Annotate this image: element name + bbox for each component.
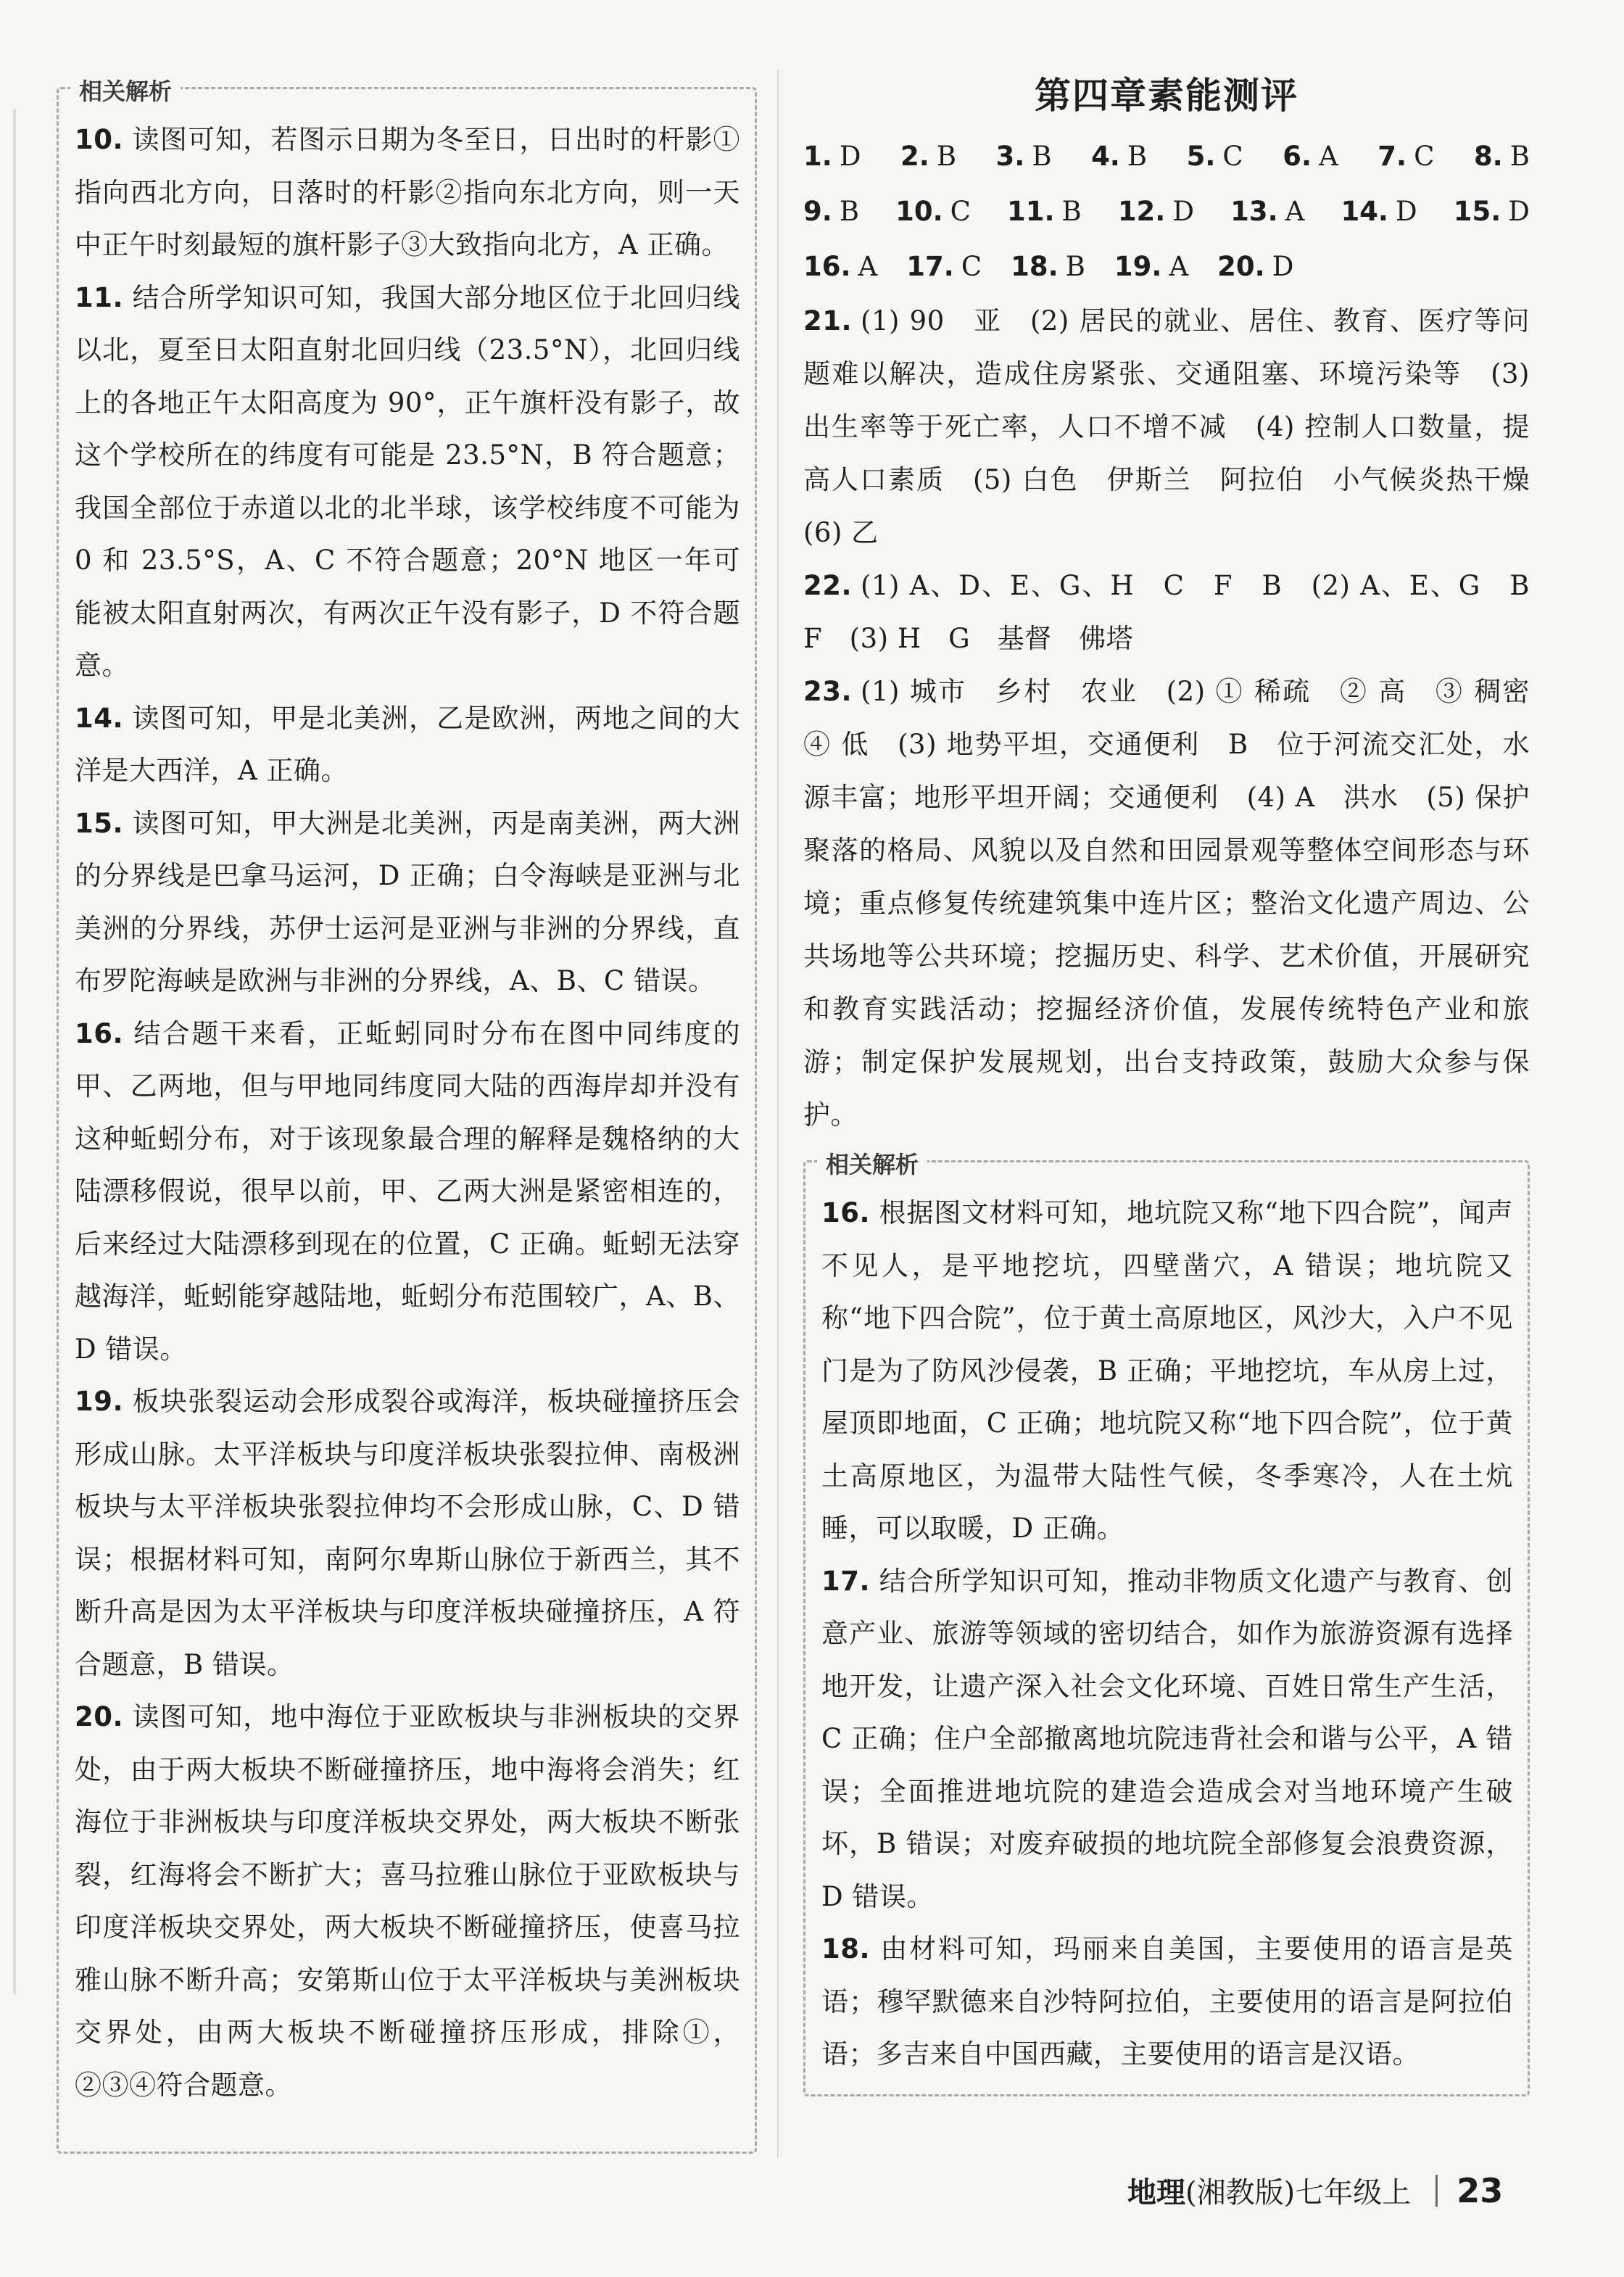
answer-choice: D bbox=[839, 141, 861, 172]
answer-key-item bbox=[1091, 129, 1147, 184]
question-number: 4. bbox=[1091, 141, 1120, 172]
explanation-item bbox=[803, 559, 1557, 665]
explanation-item bbox=[803, 294, 1557, 559]
question-number: 1. bbox=[803, 141, 832, 172]
question-number: 21. bbox=[803, 305, 853, 336]
answer-choice: D bbox=[1172, 196, 1195, 227]
long-answers bbox=[803, 294, 1557, 1141]
explanation-text: 由材料可知，玛丽来自美国，主要使用的语言是英语；穆罕默德来自沙特阿拉伯，主要使用的语言是阿拉伯语；多吉来自中国西藏，主要使用的语言是汉语。 bbox=[821, 1933, 1513, 2070]
chapter-title: 第四章素能测评 bbox=[1035, 74, 1298, 117]
question-number: 9. bbox=[803, 196, 832, 227]
answer-choice: D bbox=[1395, 196, 1417, 227]
question-number: 11. bbox=[75, 281, 124, 313]
answer-choice: C bbox=[1222, 141, 1243, 172]
question-number: 20. bbox=[1217, 251, 1265, 282]
answer-key-item bbox=[803, 239, 877, 294]
answer-key-row-2 bbox=[803, 184, 1530, 239]
question-number: 15. bbox=[1453, 196, 1501, 227]
question-number: 14. bbox=[75, 702, 124, 734]
question-number: 12. bbox=[1117, 196, 1166, 227]
answer-key-item bbox=[803, 184, 859, 239]
answer-key-item bbox=[996, 129, 1052, 184]
answer-key-item bbox=[900, 129, 956, 184]
answer-choice: C bbox=[961, 251, 982, 282]
answer-key-item bbox=[906, 239, 982, 294]
answer-key-item bbox=[1114, 239, 1188, 294]
answer-choice: C bbox=[1414, 141, 1435, 172]
explanation-text: 板块张裂运动会形成裂谷或海洋，板块碰撞挤压会形成山脉。太平洋板块与印度洋板块张裂拉伸、南极洲板块与太平洋板块张裂拉伸均不会形成山脉，C、D 错误；根据材料可知，南阿尔卑斯山脉位于新西兰，其不断升高是因为太平洋板块与印度洋板块碰撞挤压，A 符合题意，B 错误。 bbox=[75, 1386, 740, 1680]
explanation-item bbox=[75, 272, 740, 693]
answer-key-item bbox=[1283, 129, 1338, 184]
answer-choice: B bbox=[1032, 141, 1052, 172]
answer-key-item bbox=[1474, 129, 1530, 184]
answer-key-row-1 bbox=[803, 129, 1530, 184]
question-number: 10. bbox=[75, 124, 124, 155]
question-number: 5. bbox=[1186, 141, 1216, 172]
answer-choice: D bbox=[1508, 196, 1530, 227]
right-column bbox=[803, 73, 1557, 2096]
explanation-text: 结合题干来看，正蚯蚓同时分布在图中同纬度的甲、乙两地，但与甲地同纬度同大陆的西海岸却并没有这种蚯蚓分布，对于该现象最合理的解释是魏格纳的大陆漂移假说，很早以前，甲、乙两大洲是紧密相连的，后来经过大陆漂移到现在的位置，C 正确。蚯蚓无法穿越海洋，蚯蚓能穿越陆地，蚯蚓分布范围较广，A、B、D 错误。 bbox=[75, 1017, 740, 1365]
question-number: 7. bbox=[1378, 141, 1407, 172]
answer-choice: D bbox=[1272, 251, 1294, 282]
explanation-item bbox=[75, 1691, 740, 2112]
explanation-text: (1) 城市 乡村 农业 (2) ① 稀疏 ② 高 ③ 稠密 ④ 低 (3) 地势平坦，交通便利 B 位于河流交汇处，水源丰富；地形平坦开阔；交通便利 (4) A 洪水 (5) 保护聚落的格局、风貌以及自然和田园景观等整体空间形态与环境；重点修复传统建筑集中连片区；整治文化遗产周边、公共场地等公共环境；挖掘历史、科学、艺术价值，开展研究和教育实践活动；挖掘经济价值，发展传统特色产业和旅游；制定保护发展规划，出台支持政策，鼓励大众参与保护。 bbox=[803, 676, 1557, 1131]
question-number: 18. bbox=[1011, 251, 1058, 282]
question-number: 20. bbox=[75, 1701, 124, 1732]
explanation-item bbox=[821, 1187, 1513, 1555]
answer-choice: A bbox=[1169, 251, 1189, 282]
page-edge-shadow bbox=[13, 109, 16, 1994]
question-number: 11. bbox=[1007, 196, 1055, 227]
question-number: 13. bbox=[1230, 196, 1278, 227]
left-column bbox=[57, 78, 757, 2154]
question-number: 15. bbox=[75, 807, 124, 839]
answer-choice: B bbox=[839, 196, 860, 227]
analysis-box-left bbox=[57, 78, 757, 2154]
analysis-box-right bbox=[803, 1151, 1530, 2096]
explanation-text: 读图可知，甲大洲是北美洲，丙是南美洲，两大洲的分界线是巴拿马运河，D 正确；白令海峡是亚洲与北美洲的分界线，苏伊士运河是亚洲与非洲的分界线，直布罗陀海峡是欧洲与非洲的分界线，A、B、C 错误。 bbox=[75, 807, 740, 996]
page-footer bbox=[1127, 2170, 1562, 2211]
answer-key-item bbox=[895, 184, 971, 239]
answer-choice: B bbox=[1065, 251, 1085, 282]
answer-key-item bbox=[803, 129, 861, 184]
analysis-label: 相关解析 bbox=[817, 1146, 927, 1180]
answer-choice: B bbox=[936, 141, 957, 172]
question-number: 6. bbox=[1283, 141, 1312, 172]
answer-key-item bbox=[1230, 184, 1304, 239]
answer-choice: B bbox=[1061, 196, 1082, 227]
explanation-text: 读图可知，若图示日期为冬至日，日出时的杆影①指向西北方向，日落时的杆影②指向东北方向，则一天中正午时刻最短的旗杆影子③大致指向北方，A 正确。 bbox=[75, 124, 740, 260]
question-number: 19. bbox=[75, 1386, 124, 1417]
explanation-item bbox=[75, 693, 740, 798]
explanation-item bbox=[75, 1376, 740, 1691]
footer-edition: (湘教版)七年级上 bbox=[1185, 2176, 1412, 2210]
analysis-label: 相关解析 bbox=[70, 73, 181, 107]
question-number: 19. bbox=[1114, 251, 1162, 282]
explanation-text: 结合所学知识可知，推动非物质文化遗产与教育、创意产业、旅游等领域的密切结合，如作为旅游资源有选择地开发，让遗产深入社会文化环境、百姓日常生产生活，C 正确；住户全部撤离地坑院违背社会和谐与公平，A 错误；全面推进地坑院的建造会造成会对当地环境产生破坏，B 错误；对废弃破损的地坑院全部修复会浪费资源，D 错误。 bbox=[821, 1565, 1513, 1912]
answer-choice: C bbox=[950, 196, 971, 227]
explanation-item bbox=[821, 1923, 1513, 2081]
explanation-text: 读图可知，地中海位于亚欧板块与非洲板块的交界处，由于两大板块不断碰撞挤压，地中海将会消失；红海位于非洲板块与印度洋板块交界处，两大板块不断张裂，红海将会不断扩大；喜马拉雅山脉位于亚欧板块与印度洋板块交界处，两大板块不断碰撞挤压，使喜马拉雅山脉不断升高；安第斯山位于太平洋板块与美洲板块交界处，由两大板块不断碰撞挤压形成，排除①，②③④符合题意。 bbox=[75, 1701, 740, 2101]
footer-separator bbox=[1436, 2175, 1438, 2207]
question-number: 17. bbox=[906, 251, 954, 282]
explanation-item bbox=[75, 798, 740, 1008]
explanation-item bbox=[803, 665, 1557, 1141]
explanation-text: (1) A、D、E、G、H C F B (2) A、E、G B F (3) H G 基督 佛塔 bbox=[803, 570, 1557, 654]
question-number: 8. bbox=[1473, 141, 1503, 172]
page-number: 23 bbox=[1457, 2170, 1504, 2210]
explanation-item bbox=[75, 1008, 740, 1376]
answer-key-item bbox=[1118, 184, 1194, 239]
question-number: 23. bbox=[803, 676, 853, 707]
question-number: 10. bbox=[895, 196, 943, 227]
answer-key-item bbox=[1454, 184, 1530, 239]
question-number: 3. bbox=[995, 141, 1025, 172]
question-number: 2. bbox=[900, 141, 929, 172]
explanation-text: 结合所学知识可知，我国大部分地区位于北回归线以北，夏至日太阳直射北回归线（23.5°N），北回归线上的各地正午太阳高度为 90°，正午旗杆没有影子，故这个学校所在的纬度有可能是 23.5°N，B 符合题意；我国全部位于赤道以北的北半球，该学校纬度不可能为 0 和 23.5°S，A、C 不符合题意；20°N 地区一年可能被太阳直射两次，有两次正午没有影子，D 不符合题意。 bbox=[75, 281, 740, 681]
answer-choice: A bbox=[1285, 196, 1305, 227]
answer-key-item bbox=[1007, 184, 1082, 239]
answer-choice: A bbox=[1319, 141, 1338, 172]
answer-key-item bbox=[1187, 129, 1243, 184]
answer-key-row-3 bbox=[803, 239, 1530, 294]
question-number: 18. bbox=[821, 1933, 871, 1964]
question-number: 16. bbox=[75, 1017, 124, 1049]
question-number: 22. bbox=[803, 570, 853, 601]
question-number: 16. bbox=[821, 1197, 871, 1228]
answer-key-item bbox=[1011, 239, 1085, 294]
answer-choice: A bbox=[858, 251, 878, 282]
analysis-list bbox=[75, 114, 740, 2112]
question-number: 16. bbox=[803, 251, 851, 282]
explanation-item bbox=[821, 1555, 1513, 1924]
explanation-text: 根据图文材料可知，地坑院又称“地下四合院”，闻声不见人，是平地挖坑，四壁凿穴，A 错误；地坑院又称“地下四合院”，位于黄土高原地区，风沙大，入户不见门是为了防风沙侵袭，B 正确；平地挖坑，车从房上过，屋顶即地面，C 正确；地坑院又称“地下四合院”，位于黄土高原地区，为温带大陆性气候，冬季寒冷，人在土炕睡，可以取暖，D 正确。 bbox=[821, 1197, 1513, 1544]
answer-choice: B bbox=[1509, 141, 1530, 172]
footer-subject: 地理 bbox=[1127, 2176, 1185, 2210]
answer-key-item bbox=[1217, 239, 1293, 294]
question-number: 17. bbox=[821, 1565, 871, 1597]
answer-key-item bbox=[1378, 129, 1434, 184]
explanation-text: (1) 90 亚 (2) 居民的就业、居住、教育、医疗等问题难以解决，造成住房紧张、交通阻塞、环境污染等 (3) 出生率等于死亡率，人口不增不减 (4) 控制人口数量，提高人口素质 (5) 白色 伊斯兰 阿拉伯 小气候炎热干燥 (6) 乙 bbox=[803, 305, 1557, 548]
answer-key-item bbox=[1341, 184, 1417, 239]
analysis-list bbox=[821, 1187, 1513, 2081]
question-number: 14. bbox=[1341, 196, 1388, 227]
answer-choice: B bbox=[1127, 141, 1148, 172]
explanation-text: 读图可知，甲是北美洲，乙是欧洲，两地之间的大洋是大西洋，A 正确。 bbox=[75, 702, 740, 786]
explanation-item bbox=[75, 114, 740, 272]
column-divider bbox=[777, 70, 779, 2158]
